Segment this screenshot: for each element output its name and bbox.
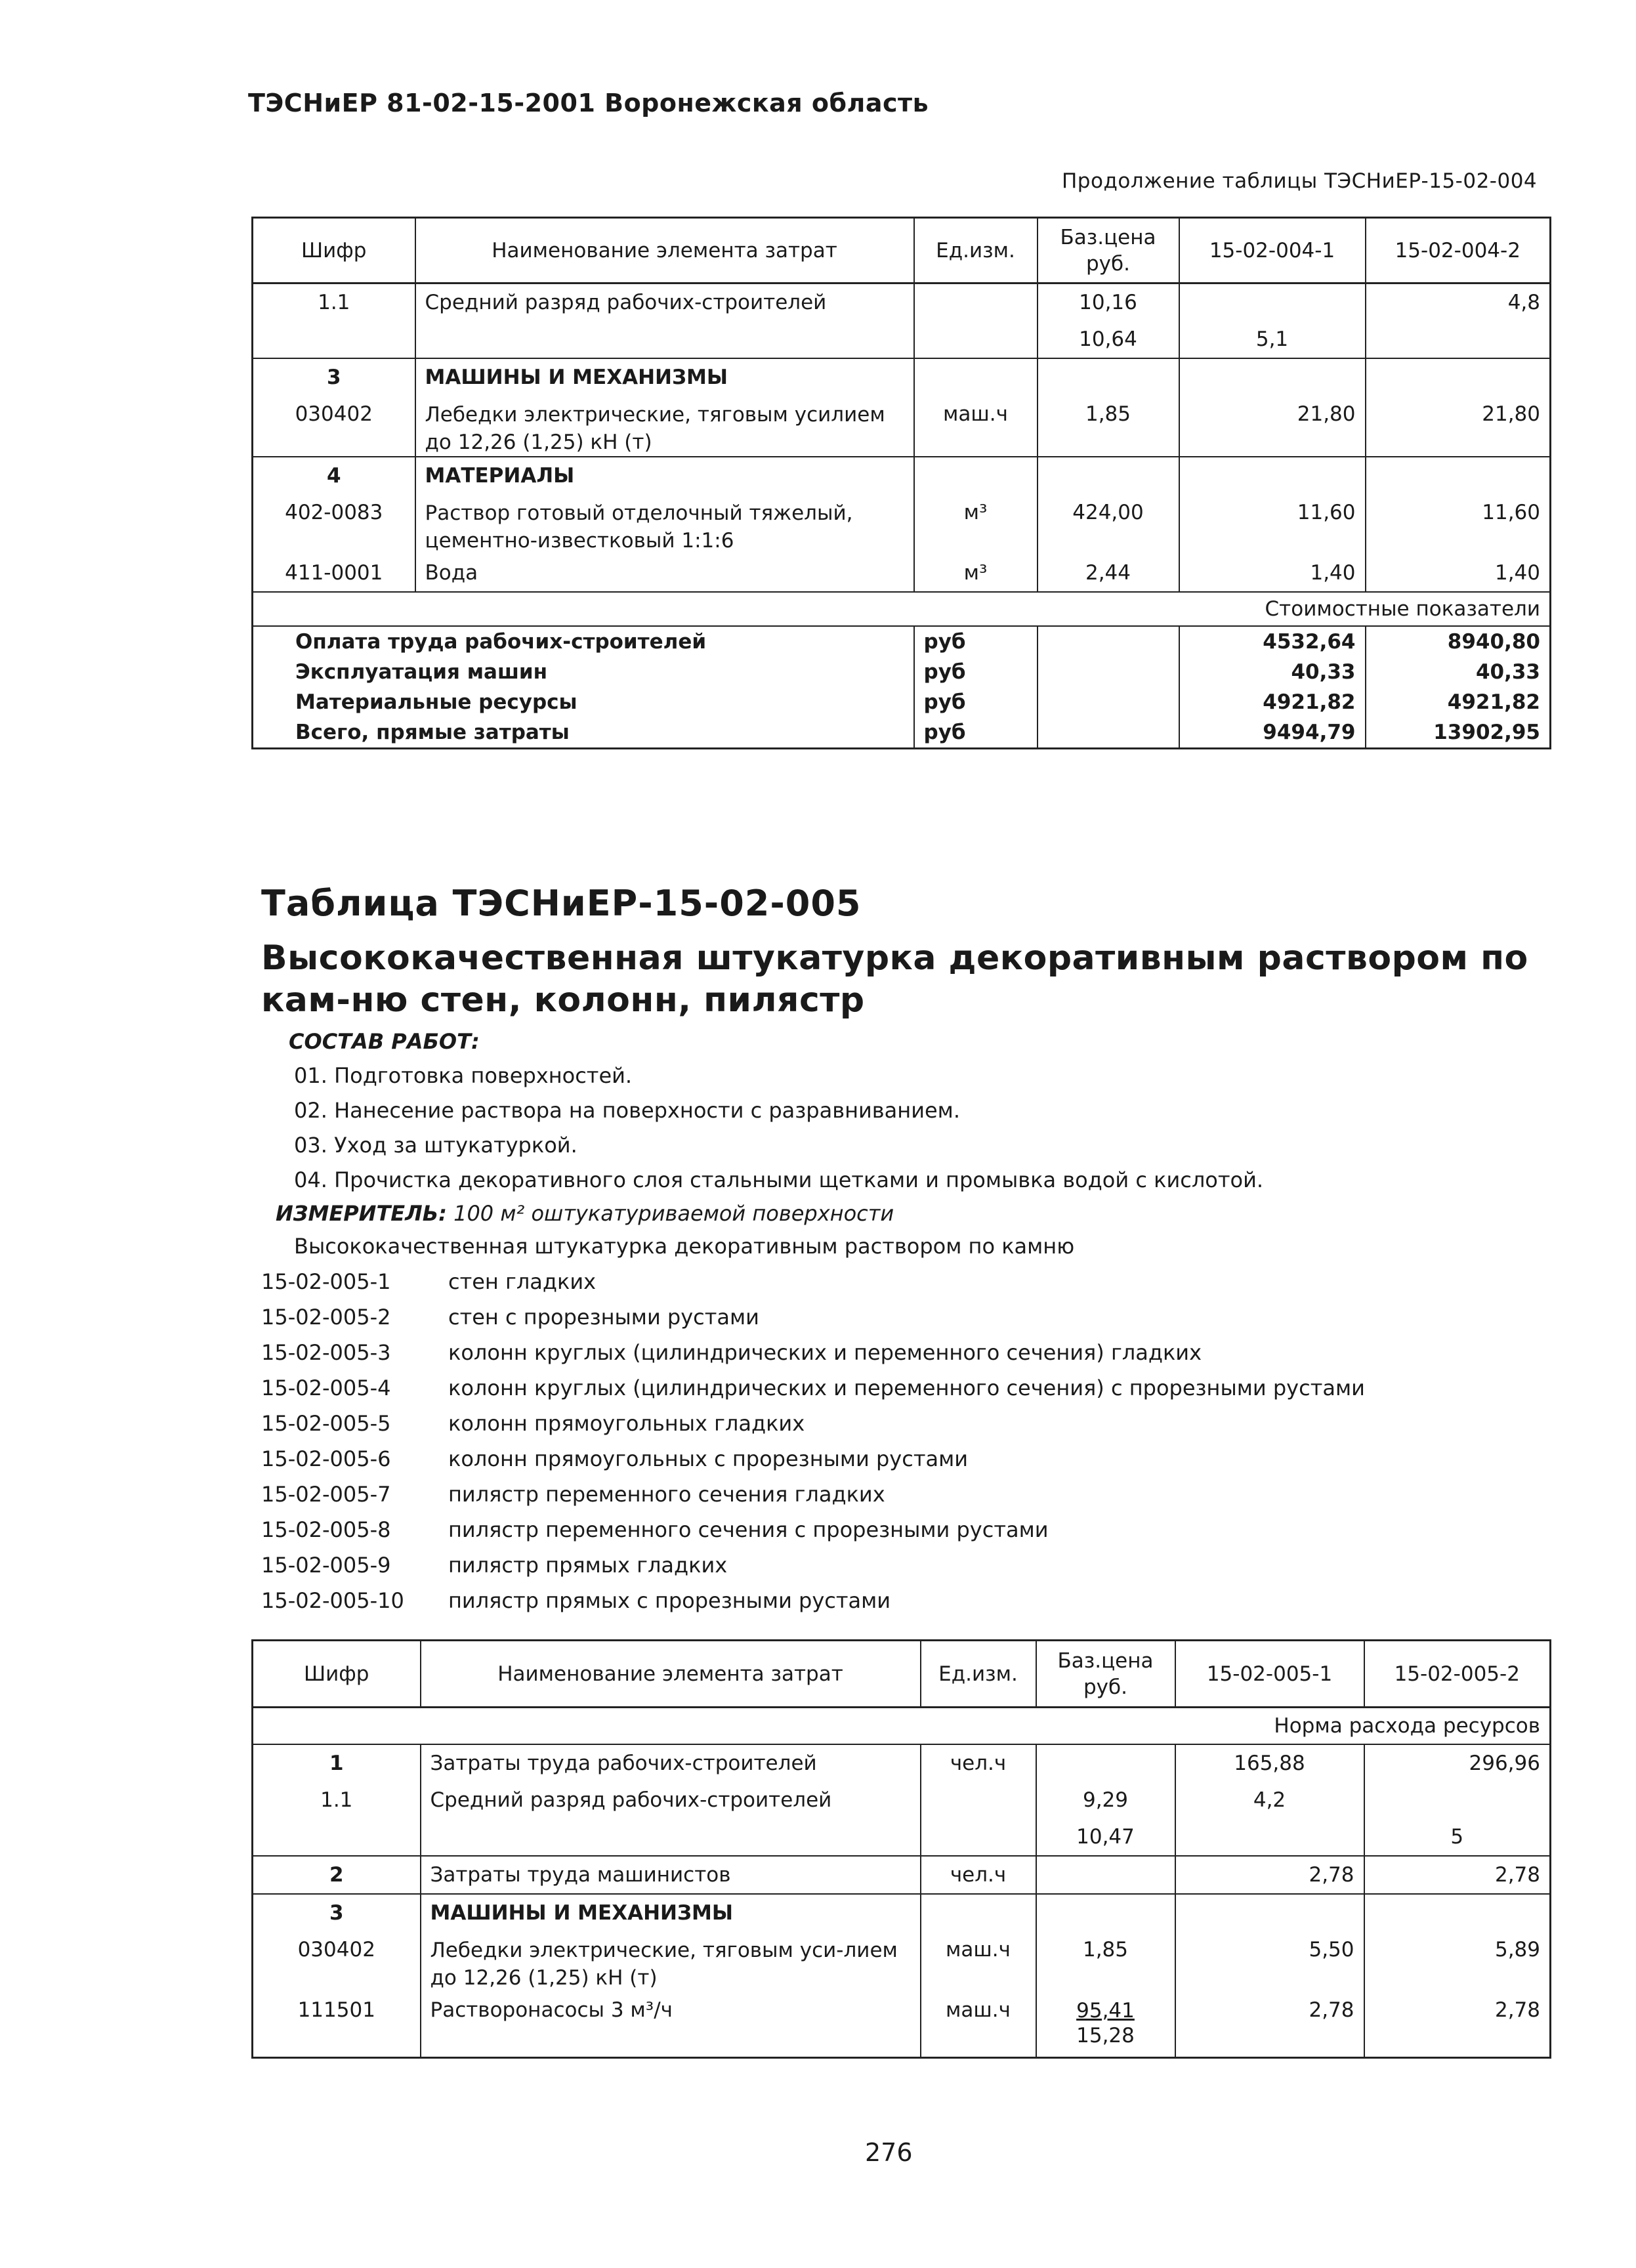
item-desc: колонн круглых (цилиндрических и переменного сечения) с прорезными рустами [448,1376,1365,1400]
item-desc: пилястр переменного сечения гладких [448,1482,885,1507]
item-code: 15-02-005-6 [261,1446,391,1471]
col-header-price: Баз.цена руб. [1036,1641,1175,1708]
cost-indicators-label: Стоимостные показатели [253,592,1551,626]
col-header-v1: 15-02-004-1 [1179,218,1366,284]
item-desc: пилястр прямых гладких [448,1553,728,1578]
table-row: 402-0083 Раствор готовый отделочный тяжелый, цементно-известковый 1:1:6 м³ 424,00 11,60 11,60 [253,494,1551,555]
item-code: 15-02-005-1 [261,1269,391,1294]
table-row: 10,64 5,1 [253,321,1551,358]
table-15-02-004-continuation [251,217,1551,749]
work-item: 02. Нанесение раствора на поверхности с разравниванием. [294,1098,960,1123]
item-code: 15-02-005-10 [261,1588,404,1613]
table-row: 2 Затраты труда машинистов чел.ч 2,78 2,78 [253,1856,1551,1894]
item-desc: колонн прямоугольных с прорезными рустами [448,1446,969,1471]
table-row: 1.1 Средний разряд рабочих-строителей 10,16 4,8 [253,284,1551,322]
item-desc: стен с прорезными рустами [448,1305,759,1330]
table-row: 411-0001 Вода м³ 2,44 1,40 1,40 [253,555,1551,592]
work-item: 03. Уход за штукатуркой. [294,1133,577,1158]
col-header-name: Наименование элемента затрат [421,1641,921,1708]
table-row: 111501 Растворонасосы 3 м³/ч маш.ч 95,41 15,28 2,78 2,78 [253,1992,1551,2057]
totals-row: Материальные ресурсы руб 4921,82 4921,82 [253,687,1551,717]
table-continuation-caption: Продолжение таблицы ТЭСНиЕР-15-02-004 [1062,169,1538,193]
work-composition-label: СОСТАВ РАБОТ: [289,1029,480,1054]
work-item: 04. Прочистка декоративного слоя стальными щетками и промывка водой с кислотой. [294,1167,1264,1192]
col-header-name: Наименование элемента затрат [415,218,914,284]
table-row: 1 Затраты труда рабочих-строителей чел.ч 165,88 296,96 [253,1744,1551,1782]
page-number: 276 [865,2138,913,2167]
col-header-v1: 15-02-005-1 [1175,1641,1364,1708]
table-row: 1.1 Средний разряд рабочих-строителей 9,29 4,2 [253,1782,1551,1818]
col-header-unit: Ед.изм. [921,1641,1036,1708]
table-15-02-005 [251,1639,1551,2059]
item-code: 15-02-005-2 [261,1305,391,1330]
price-underlined: 95,41 [1076,1999,1135,2023]
item-code: 15-02-005-9 [261,1553,391,1578]
item-code: 15-02-005-8 [261,1517,391,1542]
items-intro: Высококачественная штукатурка декоративным раствором по камню [294,1234,1075,1259]
item-desc: пилястр прямых с прорезными рустами [448,1588,891,1613]
norm-label: Норма расхода ресурсов [253,1708,1551,1745]
item-code: 15-02-005-4 [261,1376,391,1400]
document-header: ТЭСНиЕР 81-02-15-2001 Воронежская область [248,89,929,117]
item-desc: колонн прямоугольных гладких [448,1411,805,1436]
col-header-unit: Ед.изм. [914,218,1038,284]
item-code: 15-02-005-7 [261,1482,391,1507]
col-header-code: Шифр [253,1641,421,1708]
col-header-code: Шифр [253,218,415,284]
item-code: 15-02-005-5 [261,1411,391,1436]
item-code: 15-02-005-3 [261,1340,391,1365]
item-desc: пилястр переменного сечения с прорезными рустами [448,1517,1049,1542]
measure-line [276,1201,894,1226]
table-row: 3 МАШИНЫ И МЕХАНИЗМЫ [253,358,1551,396]
item-desc: стен гладких [448,1269,597,1294]
measure-value: 100 м² оштукатуриваемой поверхности [453,1201,894,1226]
col-header-v2: 15-02-005-2 [1364,1641,1551,1708]
item-desc: колонн круглых (цилиндрических и переменного сечения) гладких [448,1340,1202,1365]
section-title: Таблица ТЭСНиЕР-15-02-005 [261,883,862,924]
measure-label: ИЗМЕРИТЕЛЬ: [276,1201,447,1226]
col-header-v2: 15-02-004-2 [1366,218,1551,284]
section-subtitle: Высококачественная штукатурка декоративным раствором по кам-ню стен, колонн, пилястр [261,938,1528,1020]
col-header-price: Баз.цена руб. [1038,218,1179,284]
price-second: 15,28 [1076,2024,1135,2048]
work-item: 01. Подготовка поверхностей. [294,1063,633,1088]
totals-row: Оплата труда рабочих-строителей руб 4532,64 8940,80 [253,626,1551,657]
table-row: 10,47 5 [253,1818,1551,1856]
totals-row: Эксплуатация машин руб 40,33 40,33 [253,657,1551,687]
table-row: 030402 Лебедки электрические, тяговым уси-лием до 12,26 (1,25) кН (т) маш.ч 1,85 5,50 5,89 [253,1931,1551,1992]
table-row: 030402 Лебедки электрические, тяговым усилием до 12,26 (1,25) кН (т) маш.ч 1,85 21,80 21,80 [253,396,1551,457]
table-row: 4 МАТЕРИАЛЫ [253,457,1551,494]
totals-row: Всего, прямые затраты руб 9494,79 13902,95 [253,717,1551,749]
table-row: 3 МАШИНЫ И МЕХАНИЗМЫ [253,1894,1551,1931]
